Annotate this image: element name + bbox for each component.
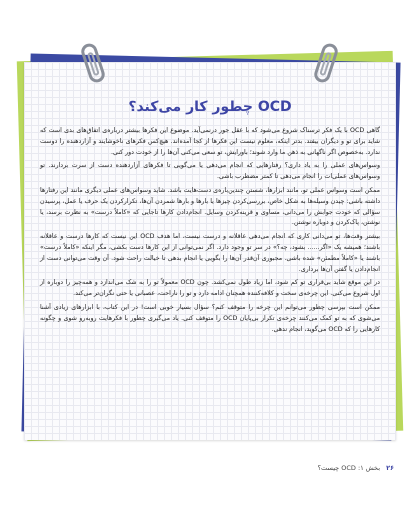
page-footer xyxy=(318,464,394,472)
paragraph: بیشتر وقت‌ها، تو می‌دانی کاری که انجام می‌دهی عاقلانه و درست نیست، اما هدف OCD این نیست که کارها درست و عاقلانه باشند؛ همیشه یک «اگر...... بشود، چه؟» در سر تو وجود دارد. اگر نمی‌توانی از این کارها دست بکشی، مگر اینکه «کاملاً درست» باشند یا «کاملاً مطمئن» شده باشی. مجبوری آن‌قدر آن‌ها را بگویی یا انجام بدهی تا خیالت راحت شود. آن وقت می‌توانی دست از انجام‌دادن یا گفتن آن‌ها برداری. xyxy=(40,233,380,273)
paragraph: وسواس‌های عملی را به یاد داری؟ رفتارهایی که انجام می‌دهی یا می‌گویی تا فکرهای آزاردهنده دست از سرت بردارند. تو وسواس‌های عملی‌ات را انجام می‌دهی تا کمتر مضطرب باشی. xyxy=(40,162,380,181)
paragraph: گاهی OCD با یک فکر ترسناک شروع می‌شود که با عقل جور درنمی‌آید. موضوع این فکرها بیشتر درباره‌ی اتفاق‌های بدی است که شاید برای تو و دیگران بیفتد. بدتر اینکه، معلوم نیست این فکرها از کجا آمده‌اند. هیچ‌کس فکرهای ناخوشایند و آزاردهنده را دوست ندارد. به‌خصوص اگر ناگهانی به ذهن ما وارد شوند؛ باورایش، تو سعی می‌کنی آن‌ها را از خودت دور کنی. xyxy=(40,127,380,156)
paragraph: در این موقع شاید بی‌قراری تو کم شود، اما زیاد طول نمی‌کشد. چون OCD معمولاً تو را به شک می‌اندازد و همه‌چیز را دوباره از اول شروع می‌کنی. این چرخه‌ی سخت و کلافه‌کننده همچنان ادامه دارد و تو را ناراحت، عصبانی یا حتی نگران‌تر می‌کند. xyxy=(40,279,380,298)
page-title: OCD چطور کار می‌کند؟ xyxy=(128,99,292,115)
paragraph: ممکن است بپرسی چطور می‌توانم این چرخه را متوقف کنم؟ سؤال بسیار خوبی است! در این کتاب، با ابزارهای زیادی آشنا می‌شوی که به تو کمک می‌کنند چرخه‌ی تکرار بی‌پایان OCD را متوقف کنی. یاد می‌گیری چطور با فکرهایت روبه‌رو شوی و چگونه کارهایی را که OCD می‌گوید، انجام ندهی. xyxy=(40,303,380,333)
page-number: ۲۶ xyxy=(386,464,394,472)
paragraph: ممکن است وسواس عملی تو، مانند ابزارها، شستن چندین‌باره‌ی دست‌هایت باشد. شاید وسواس‌های عملی دیگری مانند این رفتارها داشته باشی: چیدن وسیله‌ها به شکل خاص، بررسی‌کردن چیزها یا بارها و بارها شمردن آن‌ها، تکرارکردن یک حرف یا عمل، پرسیدن سؤالی که خودت جوابش را می‌دانی، مساوی و قرینه‌کردن وسایل. انجام‌دادن کارها تاجایی که «کاملاً درست» به نظرت برسد، یا نوشتن، پاک‌کردن و دوباره نوشتن. xyxy=(40,186,380,227)
section-label: بخش ۱: OCD چیست؟ xyxy=(317,464,381,472)
body-text xyxy=(40,126,380,338)
